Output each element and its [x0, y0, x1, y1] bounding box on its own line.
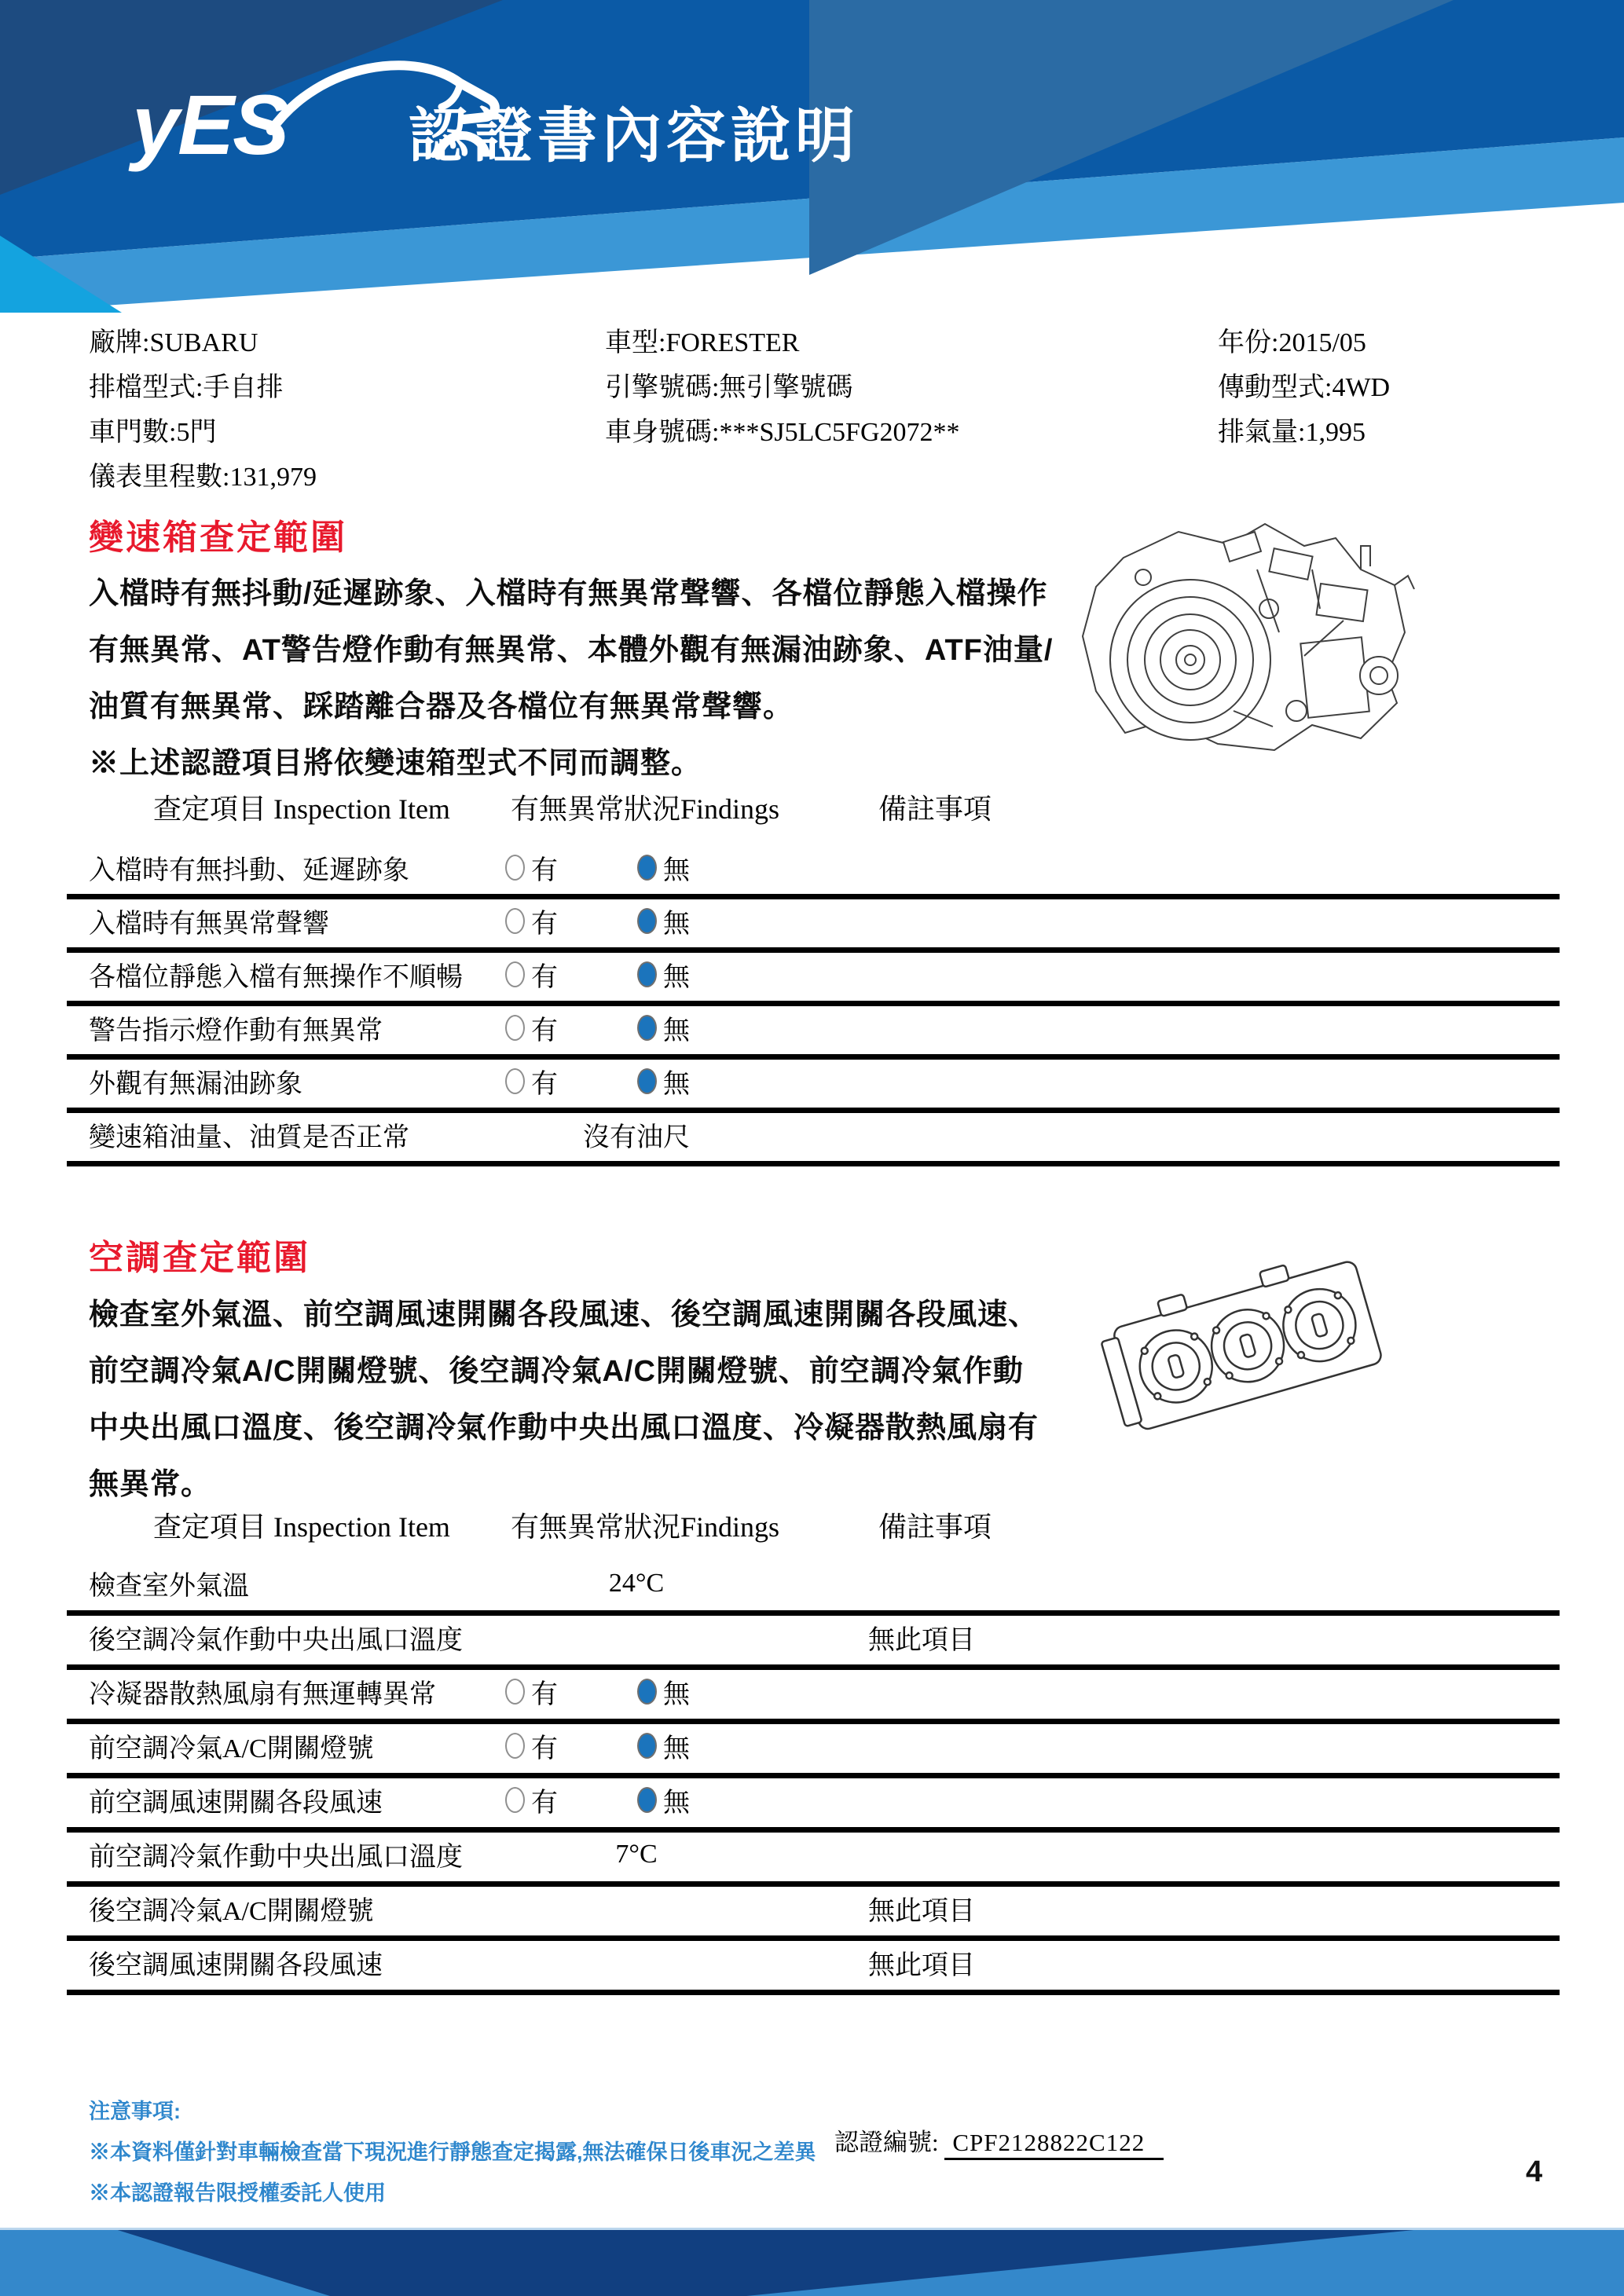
radio-yes[interactable]	[505, 855, 525, 881]
vehicle-displacement: 排氣量 : 1,995	[1218, 410, 1390, 455]
finding-value: 24°C	[608, 1568, 665, 1598]
footer-bar	[0, 2228, 1624, 2296]
transmission-illustration	[1069, 514, 1430, 766]
notice-line: ※本資料僅針對車輛檢查當下現況進行靜態查定揭露,無法確保日後車況之差異	[89, 2140, 816, 2164]
remark-value: 無此項目	[868, 1897, 975, 1926]
radio-yes[interactable]	[505, 961, 525, 987]
notice-title: 注意事項:	[89, 2100, 181, 2123]
radio-yes[interactable]	[505, 1068, 525, 1094]
section-title-aircon: 空調查定範圍	[89, 1239, 310, 1277]
table-row: 前空調冷氣A/C開關燈號 有 無	[67, 1724, 1560, 1778]
table-row: 檢查室外氣溫 24°C	[67, 1562, 1560, 1616]
remark-value: 無此項目	[868, 1626, 975, 1655]
table2-header-item: 查定項目 Inspection Item	[153, 1511, 450, 1543]
section-desc-aircon: 檢查室外氣溫、前空調風速開關各段風速、後空調風速開關各段風速、 前空調冷氣A/C開關燈號、後空調冷氣A/C開關燈號、前空調冷氣作動 中央出風口溫度、後空調冷氣作動中央出風口溫度、冷凝器散熱風扇有 無異常。	[89, 1298, 1039, 1501]
table-row: 冷凝器散熱風扇有無運轉異常 有 無	[67, 1670, 1560, 1724]
notice-block	[89, 2091, 816, 2214]
vehicle-model: 車型 : FORESTER	[605, 320, 960, 365]
table-row: 入檔時有無抖動、延遲跡象 有 無	[67, 846, 1560, 899]
finding-value: 7°C	[615, 1839, 658, 1869]
vehicle-drivetrain: 傳動型式 : 4WD	[1218, 365, 1390, 410]
table-row: 後空調冷氣作動中央出風口溫度 無此項目	[67, 1616, 1560, 1670]
radio-no-selected[interactable]	[637, 1733, 657, 1759]
table-row: 警告指示燈作動有無異常 有 無	[67, 1006, 1560, 1060]
radio-no-selected[interactable]	[637, 1015, 657, 1041]
vehicle-odometer: 儀表里程數 : 131,979	[89, 455, 317, 500]
table2-header	[0, 1510, 1624, 1544]
vehicle-info-col1	[89, 320, 317, 500]
vehicle-gearbox: 排檔型式 : 手自排	[89, 365, 317, 410]
vehicle-info-col3	[1218, 320, 1390, 455]
certification-number-line	[834, 2122, 1164, 2158]
page-number: 4	[1526, 2155, 1543, 2188]
vehicle-engine-no: 引擎號碼 : 無引擎號碼	[605, 365, 960, 410]
transmission-table	[67, 846, 1560, 1166]
footer-bar-topline	[0, 2228, 1624, 2230]
aircon-table	[67, 1562, 1560, 1995]
vehicle-doors: 車門數 : 5門	[89, 410, 317, 455]
radio-yes[interactable]	[505, 1787, 525, 1813]
table-row: 後空調冷氣A/C開關燈號 無此項目	[67, 1887, 1560, 1941]
table1-header-remark: 備註事項	[878, 793, 992, 825]
section-desc-transmission: 入檔時有無抖動/延遲跡象、入檔時有無異常聲響、各檔位靜態入檔操作 有無異常、AT警告燈作動有無異常、本體外觀有無漏油跡象、ATF油量/ 油質有無異常、踩踏離合器及各檔位有無異常聲響。 ※上述認證項目將依變速箱型式不同而調整。	[89, 577, 1054, 780]
header-banner	[0, 0, 1624, 314]
radio-no-selected[interactable]	[637, 908, 657, 934]
table1-header-findings: 有無異常狀況Findings	[511, 793, 780, 825]
section-title-transmission: 變速箱查定範圍	[89, 518, 347, 557]
vehicle-brand: 廠牌 : SUBARU	[89, 320, 317, 365]
table1-header	[0, 792, 1624, 826]
page-title: 認證書內容說明	[409, 103, 860, 170]
finding-value: 沒有油尺	[583, 1122, 690, 1152]
table-row: 變速箱油量、油質是否正常 沒有油尺	[67, 1113, 1560, 1166]
certification-number-label: 認證編號 :	[834, 2129, 944, 2156]
radio-no-selected[interactable]	[637, 855, 657, 881]
remark-value: 無此項目	[868, 1951, 975, 1980]
vehicle-vin: 車身號碼 : ***SJ5LC5FG2072**	[605, 410, 960, 455]
vehicle-year: 年份 : 2015/05	[1218, 320, 1390, 365]
yes-logo: yES	[132, 77, 288, 172]
table1-header-item: 查定項目 Inspection Item	[153, 793, 450, 825]
radio-no-selected[interactable]	[637, 1068, 657, 1094]
table2-header-remark: 備註事項	[878, 1511, 992, 1543]
radio-yes[interactable]	[505, 1015, 525, 1041]
notice-line: ※本認證報告限授權委託人使用	[89, 2181, 386, 2205]
table-row: 後空調風速開關各段風速 無此項目	[67, 1941, 1560, 1995]
table-row: 前空調冷氣作動中央出風口溫度 7°C	[67, 1833, 1560, 1887]
table-row: 各檔位靜態入檔有無操作不順暢 有 無	[67, 953, 1560, 1006]
radio-no-selected[interactable]	[637, 1787, 657, 1813]
table-row: 入檔時有無異常聲響 有 無	[67, 899, 1560, 953]
radio-yes[interactable]	[505, 908, 525, 934]
table2-header-findings: 有無異常狀況Findings	[511, 1511, 780, 1543]
radio-no-selected[interactable]	[637, 961, 657, 987]
radio-yes[interactable]	[505, 1733, 525, 1759]
certification-number-value: CPF2128822C122	[944, 2129, 1164, 2160]
radio-no-selected[interactable]	[637, 1679, 657, 1705]
ac-control-panel-illustration	[1100, 1229, 1399, 1473]
table-row: 外觀有無漏油跡象 有 無	[67, 1060, 1560, 1113]
table-row: 前空調風速開關各段風速 有 無	[67, 1778, 1560, 1833]
radio-yes[interactable]	[505, 1679, 525, 1705]
footer-bar-dark-band	[0, 2228, 1624, 2296]
vehicle-info-col2	[605, 320, 960, 455]
